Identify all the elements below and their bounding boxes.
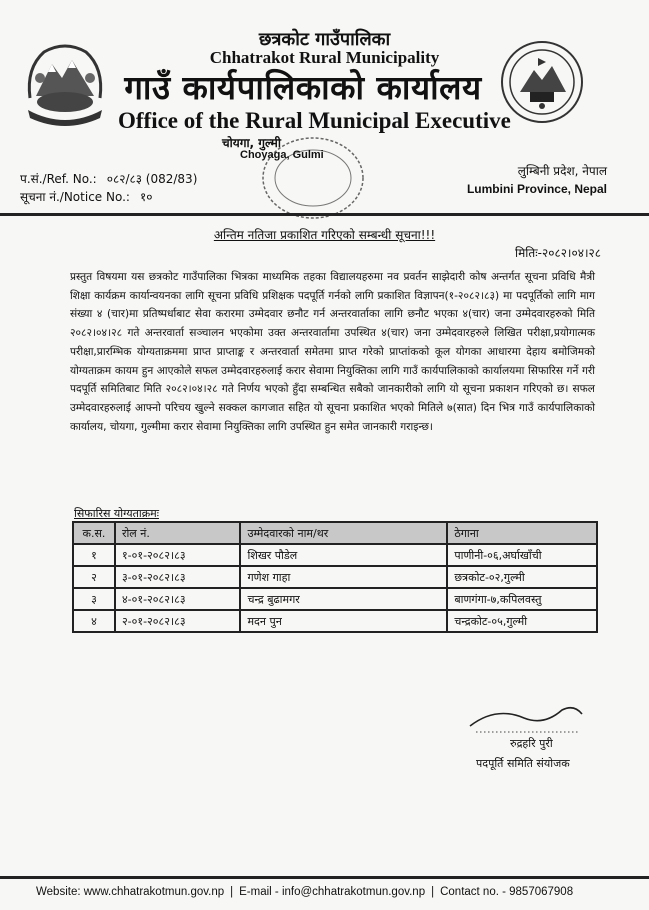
reference-value: ०८२/८३ (082/83)	[106, 172, 198, 186]
signatory-name: रुद्रहरि पुरी	[510, 737, 553, 750]
cell-roll-no: ३-०१-२०८२।८३	[115, 566, 241, 588]
province-english: Lumbini Province, Nepal	[466, 182, 607, 196]
cell-serial: २	[73, 566, 115, 588]
stamp-text-place-english: Choyaga, Gulmi	[240, 149, 324, 161]
table-row	[73, 566, 597, 588]
footer-separator: |	[230, 886, 234, 898]
office-title-english: Office of the Rural Municipal Executive	[118, 108, 511, 133]
header-divider	[0, 213, 649, 216]
signature-mark	[466, 700, 586, 736]
cell-serial: १	[73, 544, 115, 566]
signatory-title: पदपूर्ति समिति संयोजक	[476, 757, 570, 770]
footer-contact: Contact no. - 9857067908	[440, 886, 574, 898]
reference-number	[20, 170, 197, 187]
stamp-text-place: चोयगा, गुल्मी	[222, 136, 281, 150]
footer-email[interactable]: E-mail - info@chhatrakotmun.gov.np	[239, 886, 426, 898]
notice-number-label: सूचना नं./Notice No.:	[20, 190, 130, 204]
notice-number	[20, 188, 152, 205]
cell-serial: ४	[73, 610, 115, 632]
office-name-nepali-small: छत्रकोट गाउँपालिका	[258, 29, 391, 50]
cell-address: चन्द्रकोट-०५,गुल्मी	[447, 610, 597, 632]
table-row	[73, 610, 597, 632]
notice-subject-text: अन्तिम नतिजा प्रकाशित गरिएको सम्बन्धी सूचना!!!	[213, 228, 436, 242]
cell-address: छत्रकोट-०२,गुल्मी	[447, 566, 597, 588]
province-nepali: लुम्बिनी प्रदेश, नेपाल	[517, 164, 607, 178]
header-roll-no: रोल नं.	[115, 522, 241, 544]
footer-website[interactable]: Website: www.chhatrakotmun.gov.np	[36, 886, 225, 898]
office-name-english-small: Chhatrakot Rural Municipality	[209, 48, 440, 67]
cell-candidate-name: चन्द्र बुढामगर	[240, 588, 447, 610]
cell-candidate-name: मदन पुन	[240, 610, 447, 632]
table-row	[73, 544, 597, 566]
reference-label: प.सं./Ref. No.:	[20, 172, 97, 186]
table-row	[73, 588, 597, 610]
footer-divider	[0, 876, 649, 879]
cell-address: पाणीनी-०६,अर्घाखाँची	[447, 544, 597, 566]
cell-roll-no: ४-०१-२०८२।८३	[115, 588, 241, 610]
cell-roll-no: २-०१-२०८२।८३	[115, 610, 241, 632]
notice-body: प्रस्तुत विषयमा यस छत्रकोट गाउँपालिका भित्रका माध्यमिक तहका विद्यालयहरुमा नव प्रवर्तन साझेदारी कोष अन्तर्गत सूचना प्रविधि मैत्री शिक्षा कार्यक्रम कार्यान्वयनका लागि सूचना प्रविधि प्रशिक्षक पदपूर्ति गर्नको लागि प्रकाशित विज्ञापन(१-२०८२।८३) मा पदपूर्तिको लागि माग संख्या ४ (चार)मा प्रतिष्पर्धाबाट सेवा करारमा उम्मेदवार छनौट गर्न अन्तरवार्ताका लागि छनौट भएका ४(चार) जना उम्मेदवारहरुको मिति २०८२।०४।२८ गते अन्तरवार्ता सञ्चालन भएकोमा उक्त अन्तरवार्तामा उपस्थित ४(चार) जना उम्मेदवारहरुले लिखित परीक्षा,प्रयोगात्मक परीक्षा,प्रारम्भिक योग्यताक्रममा प्राप्त प्राप्ताङ्क र अन्तरवार्ता समेतमा प्राप्त गरेको प्राप्तांकको कूल योगका आधारमा देहाय बमोजिमको योग्यताक्रम कायम हुन आएकोले सफल उम्मेदवारहरुलाई करार सेवामा नियुक्तिका लागि गाउँ कार्यपालिकाको कार्यालयमा सिफारिस गर्ने गरी पदपूर्ति समितिबाट मिति २०८२।०४।२८ गते निर्णय भएको हुँदा सम्बन्धित सबैको जानकारीको लागि यो सूचना प्रकाशन गरिएको छ। सफल उम्मेदवारहरुलाई आफ्नो परिचय खुल्ने सक्कल कागजात सहित यो सूचना प्रकाशित भएको मितिले ७(सात) दिन भित्र गाउँ कार्यपालिकाको कार्यालय, चोयगा, गुल्मीमा करार सेवामा नियुक्तिका लागि उपस्थित हुन समेत जानकारी गराइन्छ।	[70, 271, 595, 433]
table-header-row	[73, 522, 597, 544]
header-serial: क.स.	[73, 522, 115, 544]
cell-roll-no: १-०१-२०८२।८३	[115, 544, 241, 566]
office-title-nepali: गाउँ कार्यपालिकाको कार्यालय	[124, 68, 482, 107]
cell-address: बाणगंगा-७,कपिलवस्तु	[447, 588, 597, 610]
notice-number-value: १०	[139, 190, 153, 204]
footer-separator: |	[431, 886, 435, 898]
notice-subject	[0, 226, 649, 243]
header-address: ठेगाना	[447, 522, 597, 544]
notice-date: मितिः-२०८२।०४।२८	[514, 246, 601, 260]
cell-candidate-name: गणेश गाहा	[240, 566, 447, 588]
header-candidate-name: उम्मेदवारको नाम/थर	[240, 522, 447, 544]
recommendation-list-title: सिफारिस योग्यताक्रमः	[74, 507, 159, 520]
cell-candidate-name: शिखर पौडेल	[240, 544, 447, 566]
cell-serial: ३	[73, 588, 115, 610]
footer-contact-line	[36, 886, 573, 898]
recommendation-table	[72, 521, 598, 633]
